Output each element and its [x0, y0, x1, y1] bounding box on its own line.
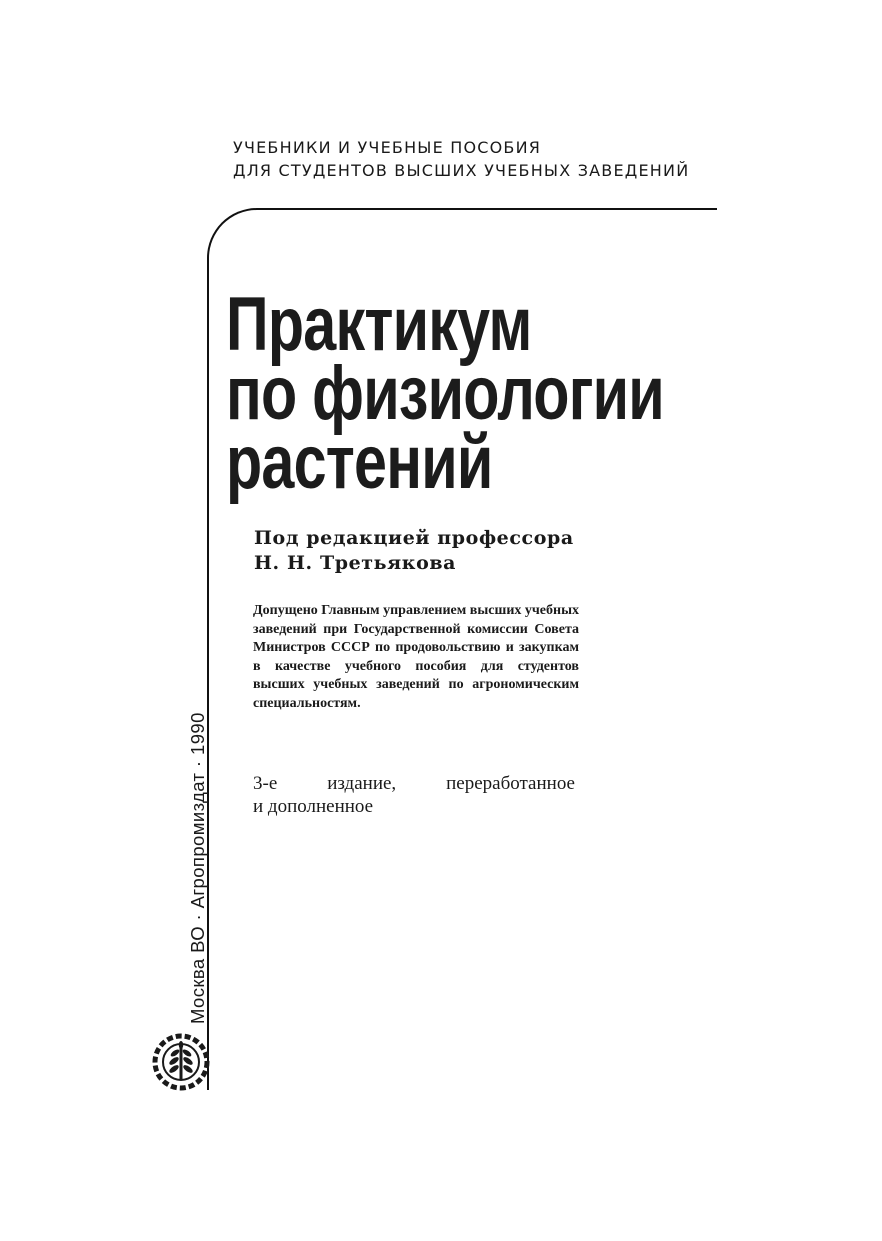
series-line-1: УЧЕБНИКИ И УЧЕБНЫЕ ПОСОБИЯ	[233, 138, 542, 157]
edition-line-1	[253, 772, 575, 795]
book-title-line-3: растений	[226, 420, 493, 505]
edition-word-revised: переработанное	[446, 773, 575, 794]
book-title-line-1: Практикум	[226, 282, 532, 367]
edition-note	[253, 772, 575, 818]
series-caption	[233, 136, 689, 182]
editor-line-2: Н. Н. Третьякова	[254, 552, 457, 574]
edition-word-edition: издание,	[327, 773, 397, 794]
edition-line-2: и дополненное	[253, 796, 374, 817]
editor-line-1: Под редакцией профессора	[254, 527, 574, 549]
book-title-line-2: по физиологии	[226, 351, 664, 436]
series-line-2: ДЛЯ СТУДЕНТОВ ВЫСШИХ УЧЕБНЫХ ЗАВЕДЕНИЙ	[233, 161, 690, 180]
agropromizdat-logo-icon	[151, 1031, 211, 1093]
book-title	[226, 282, 664, 505]
approval-statement: Допущено Главным управлением высших учебных заведений при Государственной комиссии Совета Министров СССР по продовольствию и закупкам в качестве учебного пособия для студентов высших учебных заведений по агрономическим специальностям.	[253, 603, 579, 711]
publisher-imprint: Москва ВО · Агропромиздат · 1990	[187, 712, 208, 1024]
edition-word-number: 3-е	[253, 773, 278, 794]
editor-credit	[254, 526, 574, 576]
